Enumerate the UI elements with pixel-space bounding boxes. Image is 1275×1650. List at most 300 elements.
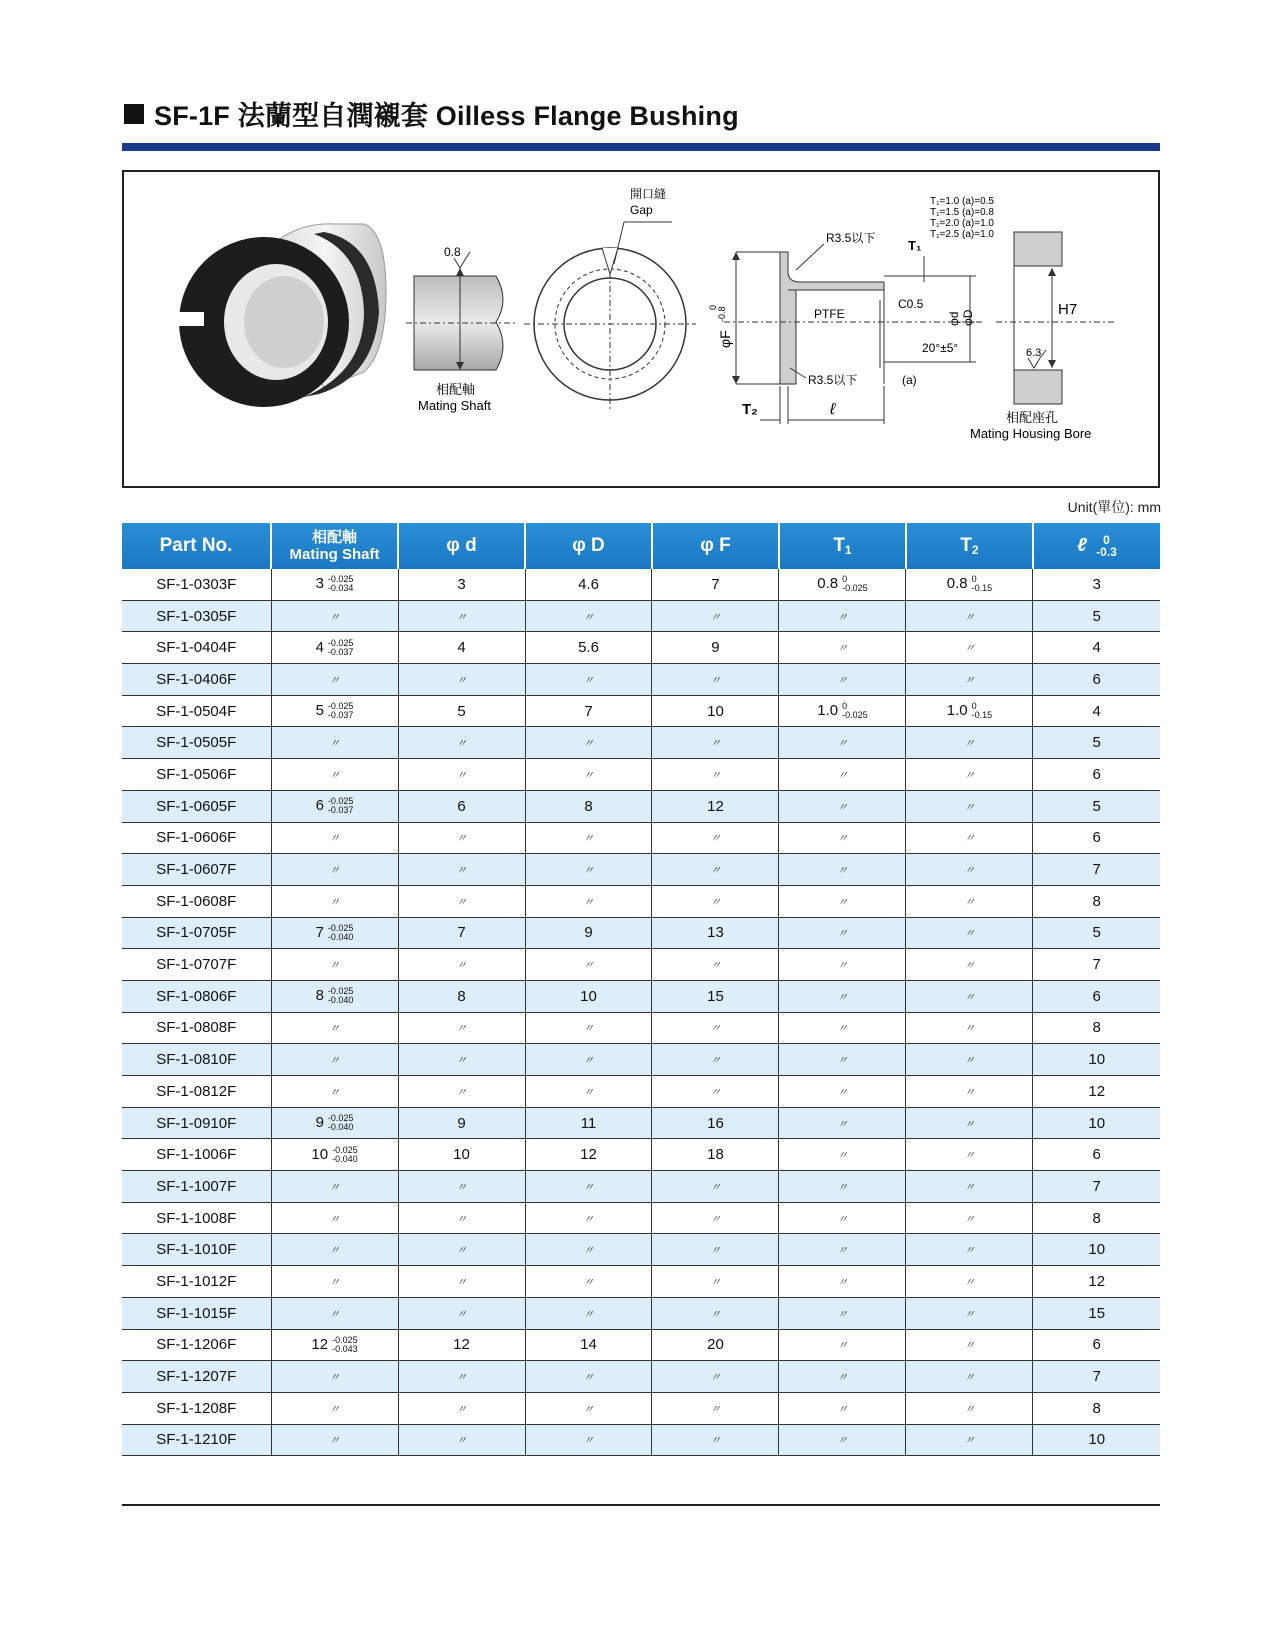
cell-part-no [122,632,271,664]
cell-mating-shaft-tolerance [332,1336,358,1354]
cell-part-no [122,1202,271,1234]
cell-T2-value: 〃 [963,1150,975,1163]
cell-T2-value: 1.0 [946,702,968,720]
cell-T2-value: 〃 [963,1276,975,1289]
cell-F [652,885,779,917]
chamfer-label: C0.5 [898,297,924,311]
cell-D [525,1424,652,1456]
table-row [122,695,1160,727]
cell-mating-shaft-tol-lower: -0.037 [327,646,354,657]
cell-F [652,600,779,632]
table-row [122,1044,1160,1076]
cell-T1-value: 〃 [836,1245,848,1258]
cell-T1-value: 1.0 [817,702,839,720]
cell-part-no-value: SF-1-0305F [156,607,237,625]
cell-mating-shaft [271,1076,398,1108]
cell-D [525,1044,652,1076]
cell-D-value: 〃 [582,1372,594,1385]
cell-mating-shaft [271,759,398,791]
cell-d [398,1012,525,1044]
cell-mating-shaft [271,854,398,886]
cell-F-value: 16 [707,1114,724,1132]
cell-ell [1033,1171,1160,1203]
cell-F [652,980,779,1012]
cell-d [398,1234,525,1266]
cell-ell [1033,1234,1160,1266]
table-row [122,1139,1160,1171]
cell-D [525,1076,652,1108]
bushing-end-view [524,187,696,412]
page-title [124,94,739,133]
cell-ell [1033,1266,1160,1298]
cell-D-value: 8 [584,797,593,815]
cell-T2-value: 〃 [963,1213,975,1226]
mating-shaft-drawing [406,245,516,413]
cell-T2 [906,600,1033,632]
cell-part-no-value: SF-1-0607F [156,861,237,879]
cell-mating-shaft [271,1266,398,1298]
cell-ell-value: 7 [1092,956,1101,974]
cell-part-no-value: SF-1-1006F [156,1146,237,1164]
cell-mating-shaft-value: 10 [311,1145,329,1163]
cell-T2 [906,632,1033,664]
t1-label: T₁ [908,238,922,253]
cell-D-value: 〃 [582,1435,594,1448]
cell-F [652,1107,779,1139]
bottom-rule [122,1504,1160,1506]
cell-mating-shaft-value: 〃 [329,1372,341,1385]
technical-drawing-panel [122,170,1160,488]
cell-ell [1033,1107,1160,1139]
cell-T1-value: 〃 [836,1308,848,1321]
t-note-4: T₁=2.5 (a)=1.0 [930,229,994,240]
cell-d [398,917,525,949]
cell-ell [1033,1329,1160,1361]
cell-ell-value: 4 [1092,639,1101,657]
cell-mating-shaft-value: 5 [315,702,324,720]
header-T2 [906,523,1033,569]
cell-part-no [122,822,271,854]
cell-D [525,949,652,981]
cell-T2 [906,949,1033,981]
cell-d-value: 5 [457,702,466,720]
cell-d-value: 10 [453,1146,470,1164]
cell-D [525,885,652,917]
cell-F-value: 〃 [709,1245,721,1258]
cell-D-value: 〃 [582,833,594,846]
cell-T1 [779,822,906,854]
cell-T1 [779,1107,906,1139]
cell-T2-tol-upper: 0 [971,574,977,585]
cell-mating-shaft-value: 4 [315,638,324,656]
cell-ell [1033,695,1160,727]
cell-D-value: 〃 [582,1245,594,1258]
cell-F-value: 〃 [709,1435,721,1448]
cell-F-value: 〃 [709,1181,721,1194]
cell-ell [1033,917,1160,949]
cell-T1 [779,1424,906,1456]
cell-mating-shaft-value: 〃 [329,1181,341,1194]
cell-F-value: 18 [707,1146,724,1164]
cell-D [525,980,652,1012]
cell-ell [1033,1044,1160,1076]
cell-mating-shaft-value: 12 [311,1335,329,1353]
cell-T2 [906,569,1033,600]
cell-F-value: 13 [707,924,724,942]
cell-mating-shaft-value: 〃 [329,960,341,973]
table-row [122,1202,1160,1234]
cell-D-value: 〃 [582,1086,594,1099]
cell-mating-shaft-value: 9 [315,1114,324,1132]
header-mating-shaft [271,523,398,569]
cell-ell [1033,1392,1160,1424]
cell-d [398,1171,525,1203]
cell-mating-shaft-tol-upper: -0.025 [327,1113,354,1124]
cell-D-value: 5.6 [578,639,599,657]
cell-T2-value: 〃 [963,1308,975,1321]
cell-mating-shaft-value: 〃 [329,769,341,782]
cell-part-no-value: SF-1-1010F [156,1241,237,1259]
cell-part-no-value: SF-1-0910F [156,1114,237,1132]
table-row [122,1234,1160,1266]
table-row [122,1076,1160,1108]
a-label: (a) [902,373,917,387]
cell-F [652,1329,779,1361]
cell-d [398,632,525,664]
cell-d-value: 〃 [456,960,467,973]
cell-F [652,1012,779,1044]
cell-mating-shaft-tol-lower: -0.040 [327,995,354,1006]
cell-D [525,822,652,854]
cell-T2-value: 〃 [963,611,975,624]
cell-d-value: 〃 [456,1372,467,1385]
cell-T1-tolerance [842,702,868,720]
cell-ell [1033,569,1160,600]
cell-F-value: 〃 [709,1308,721,1321]
cell-T2 [906,759,1033,791]
cell-ell-value: 5 [1092,797,1101,815]
cell-T2-value: 〃 [963,1181,975,1194]
header-part-no: Part No. [122,523,271,569]
cell-F-value: 7 [711,575,720,593]
cell-d [398,790,525,822]
cell-T2-value: 〃 [963,1118,975,1131]
cell-T1 [779,854,906,886]
phiF-tol-lower: -0.8 [717,306,727,322]
cell-d-value: 〃 [456,674,467,687]
cell-F-value: 〃 [709,896,721,909]
cell-part-no-value: SF-1-0707F [156,956,237,974]
cell-part-no-value: SF-1-0406F [156,670,237,688]
cell-ell-value: 15 [1088,1304,1106,1322]
cell-mating-shaft-value: 6 [315,797,324,815]
cell-D [525,854,652,886]
cell-d [398,600,525,632]
cell-T2 [906,885,1033,917]
cell-T1 [779,1329,906,1361]
cell-D-value: 〃 [582,769,594,782]
cell-mating-shaft-tol-upper: -0.025 [332,1334,358,1345]
cell-T2-value: 〃 [963,991,975,1004]
cell-part-no [122,1107,271,1139]
shaft-label-en: Mating Shaft [418,398,491,413]
cell-T2-tolerance [972,702,993,720]
cell-F [652,1076,779,1108]
cell-T2-value: 〃 [963,833,975,846]
cell-d [398,759,525,791]
cell-T2 [906,1171,1033,1203]
cell-mating-shaft [271,1424,398,1456]
cell-T2-tol-upper: 0 [971,701,977,712]
cell-T1 [779,569,906,600]
cell-T1 [779,790,906,822]
cell-D [525,1171,652,1203]
cell-T1 [779,664,906,696]
cell-part-no [122,1424,271,1456]
cell-F [652,1361,779,1393]
cell-part-no [122,600,271,632]
cell-part-no [122,1044,271,1076]
cell-D-value: 10 [580,987,597,1005]
cell-T1-value: 〃 [836,1181,848,1194]
cell-ell-value: 7 [1092,861,1101,879]
table-row [122,569,1160,600]
cell-ell [1033,1361,1160,1393]
cell-T1 [779,1266,906,1298]
cell-T2 [906,1076,1033,1108]
cell-d-value: 〃 [456,1055,467,1068]
cell-ell-value: 12 [1088,1272,1106,1290]
cell-d [398,727,525,759]
cell-ell-value: 10 [1088,1431,1106,1449]
cell-D [525,1297,652,1329]
table-row [122,632,1160,664]
cell-part-no-value: SF-1-0404F [156,639,237,657]
cell-D [525,695,652,727]
cell-T2 [906,980,1033,1012]
cell-T2-value: 〃 [963,1372,975,1385]
cell-T1 [779,1392,906,1424]
cell-ell-value: 6 [1092,765,1101,783]
cell-T1 [779,1139,906,1171]
cell-part-no [122,695,271,727]
cell-ell [1033,600,1160,632]
cell-D [525,1234,652,1266]
cell-T1-value: 〃 [836,1086,848,1099]
cell-d-value: 6 [457,797,466,815]
unit-note: Unit(單位): mm [1067,499,1161,515]
cell-mating-shaft-value: 〃 [329,833,341,846]
cell-D-value: 9 [584,924,593,942]
cell-T1-tol-upper: 0 [842,574,848,585]
cell-F [652,1266,779,1298]
cell-d-value: 12 [453,1336,470,1354]
cell-ell [1033,822,1160,854]
cell-D-value: 〃 [582,960,594,973]
phiF-label: φF [717,330,733,348]
header-ell-text: ℓ [1077,535,1087,557]
table-row [122,664,1160,696]
cell-T2 [906,1329,1033,1361]
cell-T2 [906,695,1033,727]
cell-T1 [779,1297,906,1329]
title-underline-bar [122,143,1160,151]
title-square-icon [124,104,144,124]
cell-mating-shaft [271,1329,398,1361]
cell-T1-tolerance [842,575,868,593]
table-row [122,1424,1160,1456]
table-row [122,1361,1160,1393]
cell-T1-value: 〃 [836,991,848,1004]
cell-T1-value: 〃 [836,674,848,687]
cell-D [525,664,652,696]
technical-drawing [124,172,1158,486]
cell-D-value: 7 [584,702,593,720]
cell-T2-value: 〃 [963,1245,975,1258]
cell-T2-value: 0.8 [946,575,968,593]
cell-F-value: 12 [707,797,724,815]
cell-F [652,632,779,664]
cell-D-value: 14 [580,1336,597,1354]
cell-F-value: 〃 [709,865,721,878]
table-row [122,1329,1160,1361]
t-note-1: T₁=1.0 (a)=0.5 [930,196,994,207]
flange-section-drawing [708,196,994,424]
table-header-row [122,523,1160,569]
cell-T1-value: 〃 [836,738,848,751]
table-row [122,822,1160,854]
cell-part-no [122,917,271,949]
cell-part-no [122,1171,271,1203]
cell-mating-shaft [271,917,398,949]
cell-T1-value: 〃 [836,1118,848,1131]
cell-D [525,1139,652,1171]
cell-mating-shaft-value: 〃 [329,1403,341,1416]
cell-ell-value: 6 [1092,1146,1101,1164]
ptfe-label: PTFE [814,307,845,321]
cell-mating-shaft [271,664,398,696]
cell-T2 [906,790,1033,822]
cell-d [398,980,525,1012]
cell-D [525,759,652,791]
cell-part-no [122,664,271,696]
cell-ell-value: 6 [1092,670,1101,688]
cell-part-no [122,885,271,917]
cell-part-no [122,949,271,981]
t-note-2: T₁=1.5 (a)=0.8 [930,207,994,218]
cell-d-value: 3 [457,575,466,593]
cell-F [652,664,779,696]
cell-D [525,1202,652,1234]
cell-T1-value: 〃 [836,611,848,624]
cell-D-value: 11 [580,1114,597,1132]
cell-part-no [122,569,271,600]
cell-F-value: 20 [707,1336,724,1354]
cell-D [525,1107,652,1139]
title-text: SF-1F 法蘭型自潤襯套 Oilless Flange Bushing [154,101,739,131]
cell-T1-value: 〃 [836,1435,848,1448]
cell-mating-shaft-tol-upper: -0.025 [327,701,354,712]
header-ell-tol [1096,534,1117,558]
cell-d [398,1297,525,1329]
cell-mating-shaft-tol-lower: -0.037 [327,805,354,816]
cell-D [525,1266,652,1298]
cell-ell-value: 8 [1092,1209,1101,1227]
cell-ell-value: 7 [1092,1368,1101,1386]
cell-d [398,822,525,854]
table-row [122,854,1160,886]
t2-label: T₂ [742,401,758,418]
cell-T1 [779,632,906,664]
cell-T1-tol-upper: 0 [842,701,848,712]
cell-d-value: 〃 [456,611,467,624]
cell-d [398,885,525,917]
cell-part-no [122,980,271,1012]
cell-mating-shaft [271,1139,398,1171]
cell-mating-shaft-value: 〃 [329,674,341,687]
cell-T2-value: 〃 [963,960,975,973]
cell-part-no-value: SF-1-1207F [156,1368,237,1386]
t-note-3: T₁=2.0 (a)=1.0 [930,218,994,229]
cell-T2-value: 〃 [963,1435,975,1448]
cell-D-value: 〃 [582,1023,594,1036]
cell-d [398,1202,525,1234]
shaft-roughness: 0.8 [444,245,461,259]
cell-d-value: 〃 [456,1435,467,1448]
cell-d [398,1107,525,1139]
cell-D [525,1329,652,1361]
table-row [122,600,1160,632]
cell-mating-shaft-tol-lower: -0.040 [332,1153,358,1164]
cell-mating-shaft [271,1234,398,1266]
cell-D-value: 〃 [582,674,594,687]
cell-mating-shaft-tol-upper: -0.025 [332,1144,358,1155]
table-row [122,917,1160,949]
phid-label: φd [947,311,961,326]
cell-part-no [122,1234,271,1266]
cell-D-value: 4.6 [578,575,599,593]
cell-d [398,664,525,696]
cell-ell [1033,727,1160,759]
cell-ell-value: 8 [1092,892,1101,910]
cell-part-no [122,1329,271,1361]
cell-part-no-value: SF-1-1008F [156,1209,237,1227]
cell-mating-shaft-value: 7 [315,923,324,941]
ell-label: ℓ [830,401,836,418]
housing-label-zh: 相配座孔 [1006,410,1059,425]
cell-mating-shaft-tolerance [328,639,354,657]
cell-mating-shaft [271,600,398,632]
cell-ell-value: 6 [1092,987,1101,1005]
cell-mating-shaft-tol-upper: -0.025 [327,796,354,807]
cell-part-no-value: SF-1-1208F [156,1399,237,1417]
cell-ell [1033,664,1160,696]
cell-T1-value: 〃 [836,865,848,878]
cell-T1-tol-lower: -0.025 [842,583,868,594]
cell-part-no [122,1361,271,1393]
cell-mating-shaft-tol-lower: -0.040 [327,1122,354,1133]
cell-mating-shaft [271,1171,398,1203]
cell-D-value: 〃 [582,611,594,624]
cell-F-value: 〃 [709,1023,721,1036]
cell-mating-shaft [271,695,398,727]
cell-mating-shaft-tolerance [328,575,354,593]
cell-d [398,1329,525,1361]
bushing-photo-icon [174,224,386,407]
cell-mating-shaft-value: 〃 [329,1213,341,1226]
cell-mating-shaft-tolerance [328,797,354,815]
cell-ell [1033,1424,1160,1456]
